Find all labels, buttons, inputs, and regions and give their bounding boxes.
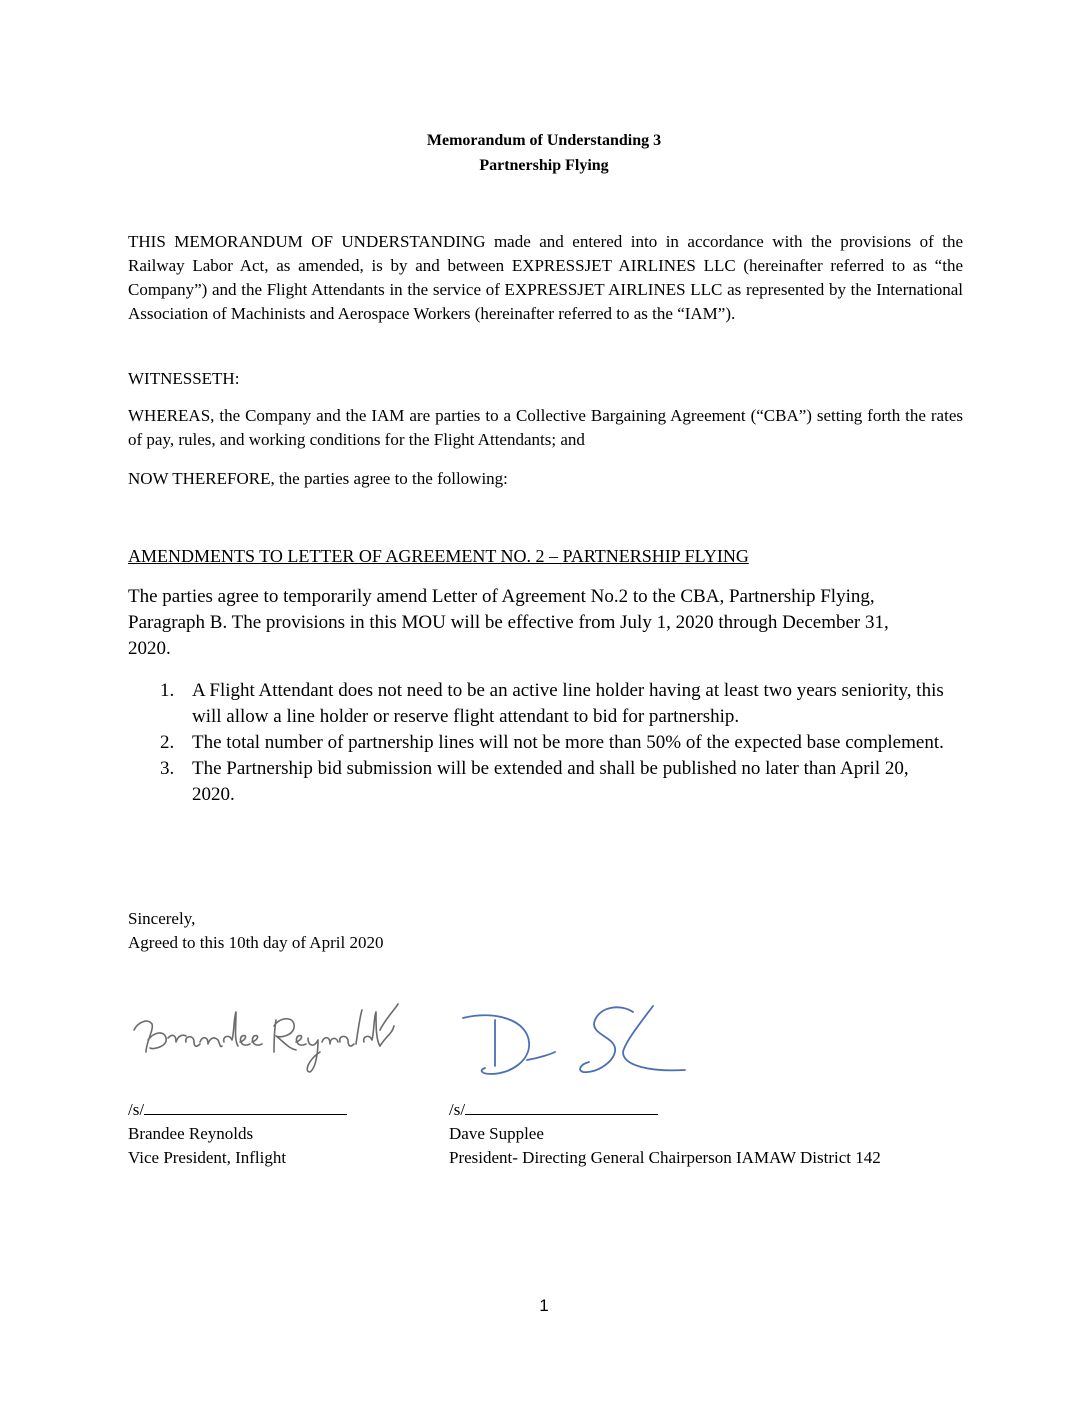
signatory-title: President- Directing General Chairperson IAMAW District 142 <box>449 1148 881 1167</box>
signature-underline <box>465 1097 658 1115</box>
signature-right-strokes <box>463 1006 685 1074</box>
signature-left-graphic <box>124 990 404 1090</box>
list-item-text: A Flight Attendant does not need to be an active line holder having at least two years seniority, this will allow a line holder or reserve flight attendant to bid for partnership. <box>192 680 944 727</box>
signatory-name: Brandee Reynolds <box>128 1124 254 1143</box>
title-line-2: Partnership Flying <box>479 157 609 174</box>
signature-prefix: /s/ <box>449 1100 466 1119</box>
list-item-number: 3. <box>160 758 175 779</box>
signatory-left <box>128 1097 347 1170</box>
list-item <box>160 730 950 756</box>
amendments-list <box>160 678 950 808</box>
signatory-name: Dave Supplee <box>449 1124 544 1143</box>
list-item <box>160 678 950 730</box>
list-item-number: 2. <box>160 732 175 753</box>
intro-paragraph: THIS MEMORANDUM OF UNDERSTANDING made and entered into in accordance with the provisions of the Railway Labor Act, as amended, is by and between EXPRESSJET AIRLINES LLC (hereinafter referred to as “the Company”) and the Flight Attendants in the service of EXPRESSJET AIRLINES LLC as represented by the International Association of Machinists and Aerospace Workers (hereinafter referred to as the “IAM”). <box>128 232 963 323</box>
page-number: 1 <box>539 1296 549 1315</box>
closing-salutation: Sincerely, <box>128 909 196 928</box>
signature-right-image <box>455 990 705 1090</box>
signature-right-graphic <box>455 990 705 1090</box>
list-item-text: The total number of partnership lines will not be more than 50% of the expected base complement. <box>192 732 944 753</box>
signature-underline <box>144 1097 347 1115</box>
list-item-text: The Partnership bid submission will be extended and shall be published no later than April 20, 2020. <box>192 758 909 805</box>
signature-left-strokes <box>134 1004 398 1072</box>
amendments-intro: The parties agree to temporarily amend Letter of Agreement No.2 to the CBA, Partnership Flying, Paragraph B. The provisions in this MOU will be effective from July 1, 2020 through December 31, 2020. <box>128 586 889 659</box>
whereas-paragraph: WHEREAS, the Company and the IAM are parties to a Collective Bargaining Agreement (“CBA”) setting forth the rates of pay, rules, and working conditions for the Flight Attendants; and <box>128 406 963 449</box>
closing-agreement-date: Agreed to this 10th day of April 2020 <box>128 933 384 952</box>
signature-line-right <box>449 1097 881 1122</box>
witnesseth-paragraph: WITNESSETH: <box>128 369 240 388</box>
signatory-title: Vice President, Inflight <box>128 1148 287 1167</box>
document-title <box>0 128 1088 178</box>
list-item <box>160 756 950 808</box>
signature-prefix: /s/ <box>128 1100 145 1119</box>
title-line-1: Memorandum of Understanding 3 <box>426 132 662 149</box>
signature-left-image <box>124 990 404 1090</box>
closing-block <box>128 907 383 955</box>
list-item-number: 1. <box>160 680 175 701</box>
now-therefore-paragraph: NOW THEREFORE, the parties agree to the following: <box>128 469 508 488</box>
amendments-heading: AMENDMENTS TO LETTER OF AGREEMENT NO. 2 – PARTNERSHIP FLYING <box>128 546 749 566</box>
signatory-right <box>449 1097 881 1170</box>
signature-line-left <box>128 1097 347 1122</box>
